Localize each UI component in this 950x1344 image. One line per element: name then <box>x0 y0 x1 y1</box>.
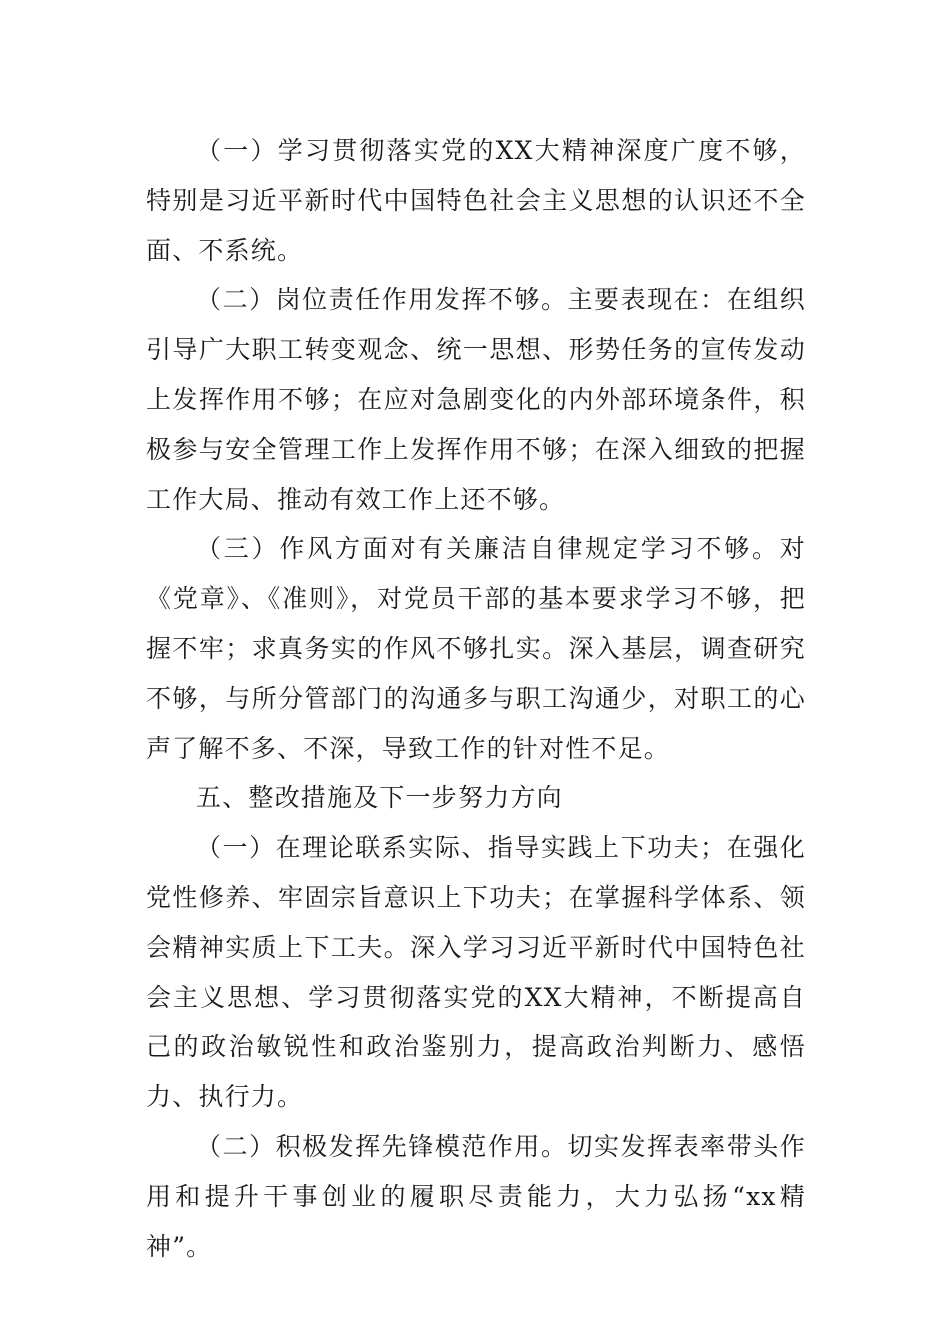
paragraph-learning-depth: （一）学习贯彻落实党的XX大精神深度广度不够，特别是习近平新时代中国特色社会主义思想的认识还不全面、不系统。 <box>146 136 806 265</box>
section-heading-rectification: 五、整改措施及下一步努力方向 <box>196 783 563 813</box>
paragraph-vanguard-role: （二）积极发挥先锋模范作用。切实发挥表率带头作用和提升干事创业的履职尽责能力，大力弘扬“xx精神”。 <box>146 1131 806 1261</box>
paragraph-theory-practice: （一）在理论联系实际、指导实践上下功夫；在强化党性修养、牢固宗旨意识上下功夫；在掌握科学体系、领会精神实质上下工夫。深入学习习近平新时代中国特色社会主义思想、学习贯彻落实党的XX大精神，不断提高自己的政治敏锐性和政治鉴别力，提高政治判断力、感悟力、执行力。 <box>146 833 806 1112</box>
paragraph-position-responsibility: （二）岗位责任作用发挥不够。主要表现在：在组织引导广大职工转变观念、统一思想、形势任务的宣传发动上发挥作用不够；在应对急剧变化的内外部环境条件，积极参与安全管理工作上发挥作用不够；在深入细致的把握工作大局、推动有效工作上还不够。 <box>146 285 806 514</box>
paragraph-work-style: （三）作风方面对有关廉洁自律规定学习不够。对《党章》、《准则》，对党员干部的基本要求学习不够，把握不牢；求真务实的作风不够扎实。深入基层，调查研究不够，与所分管部门的沟通多与职工沟通少，对职工的心声了解不多、不深，导致工作的针对性不足。 <box>146 534 806 763</box>
document-body <box>146 126 806 1271</box>
